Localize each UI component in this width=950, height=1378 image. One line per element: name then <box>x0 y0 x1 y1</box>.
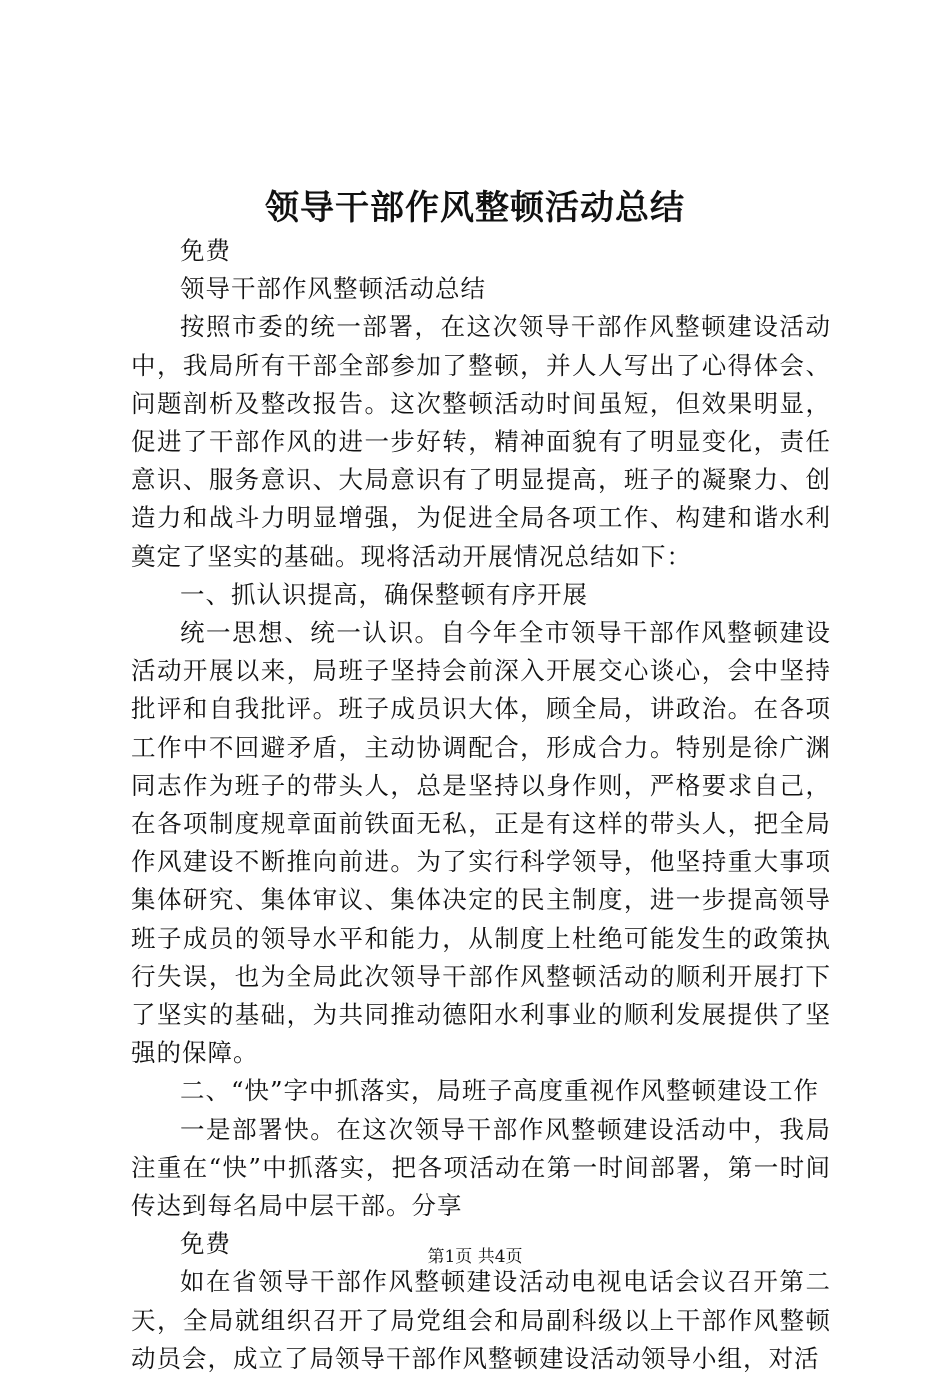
paragraph-section-1: 统一思想、统一认识。自今年全市领导干部作风整顿建设活动开展以来，局班子坚持会前深入开展交心谈心，会中坚持批评和自我批评。班子成员识大体，顾全局，讲政治。在各项工作中不回避矛盾，主动协调配合，形成合力。特别是徐广渊同志作为班子的带头人，总是坚持以身作则，严格要求自己，在各项制度规章面前铁面无私，正是有这样的带头人，把全局作风建设不断推向前进。为了实行科学领导，他坚持重大事项集体研究、集体审议、集体决定的民主制度，进一步提高领导班子成员的领导水平和能力，从制度上杜绝可能发生的政策执行失误，也为全局此次领导干部作风整顿活动的顺利开展打下了坚实的基础，为共同推动德阳水利事业的顺利发展提供了坚强的保障。 <box>131 618 831 1068</box>
section-heading-2: 二、“快”字中抓落实，局班子高度重视作风整顿建设工作 <box>180 1076 820 1106</box>
paragraph-continued: 如在省领导干部作风整顿建设活动电视电话会议召开第二天，全局就组织召开了局党组会和局副科级以上干部作风整顿动员会，成立了局领导干部作风整顿建设活动领导小组，对活 <box>131 1267 831 1373</box>
paragraph-section-2: 一是部署快。在这次领导干部作风整顿建设活动中，我局注重在“快”中抓落实，把各项活动在第一时间部署，第一时间传达到每名局中层干部。分享 <box>131 1114 831 1221</box>
paragraph-subtitle: 领导干部作风整顿活动总结 <box>180 274 486 304</box>
paragraph-intro: 按照市委的统一部署，在这次领导干部作风整顿建设活动中，我局所有干部全部参加了整顿，并人人写出了心得体会、问题剖析及整改报告。这次整顿活动时间虽短，但效果明显，促进了干部作风的进一步好转，精神面貌有了明显变化，责任意识、服务意识、大局意识有了明显提高，班子的凝聚力、创造力和战斗力明显增强，为促进全局各项工作、构建和谐水利奠定了坚实的基础。现将活动开展情况总结如下： <box>131 312 831 571</box>
paragraph-free-label-2: 免费 <box>180 1229 231 1259</box>
paragraph-free-label: 免费 <box>180 236 231 265</box>
page-footer: 第1页 共4页 <box>427 1247 523 1267</box>
section-heading-1: 一、抓认识提高，确保整顿有序开展 <box>180 579 588 609</box>
document-title: 领导干部作风整顿活动总结 <box>265 188 685 228</box>
document-body <box>131 232 831 1378</box>
